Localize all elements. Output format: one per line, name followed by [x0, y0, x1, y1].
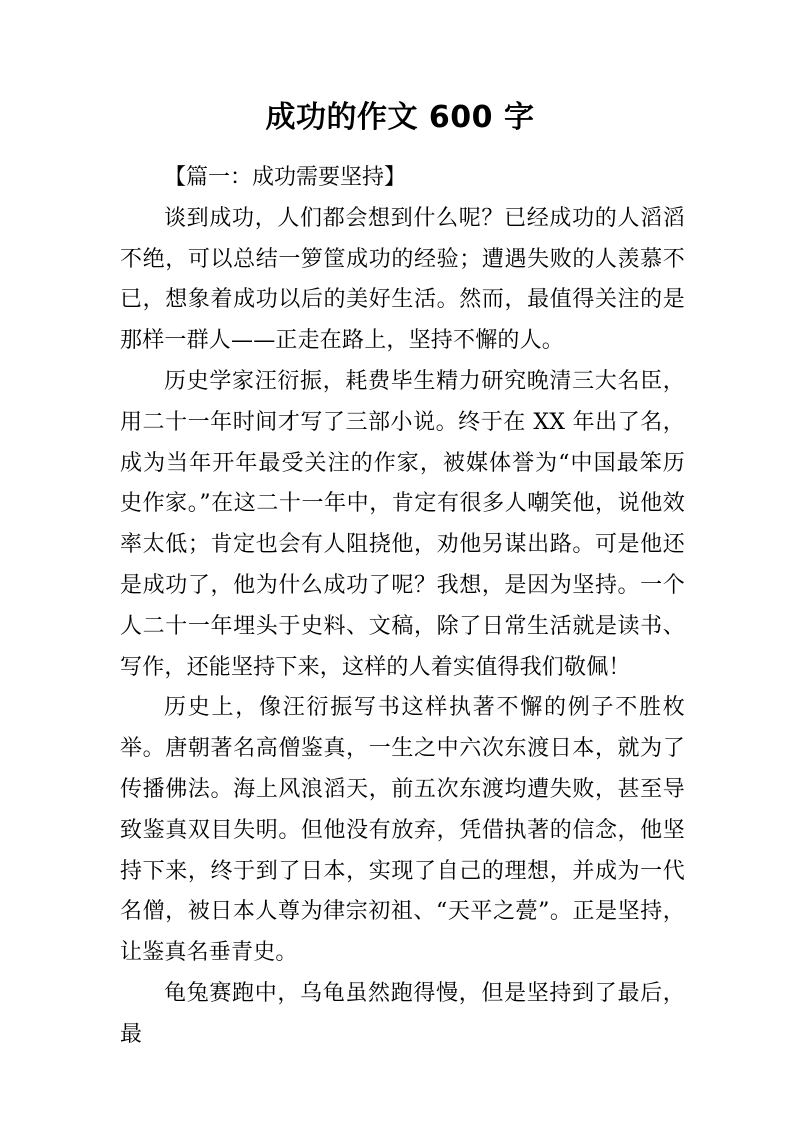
section-heading: 【篇一：成功需要坚持】 [164, 165, 407, 190]
article-body [120, 158, 685, 1056]
paragraph-tortoise-hare: 龟兔赛跑中，乌龟虽然跑得慢，但是坚持到了最后，最 [120, 980, 685, 1047]
page-title: 成功的作文 600 字 [265, 100, 535, 135]
paragraph-wang-yanzhen: 历史学家汪衍振，耗费毕生精力研究晚清三大名臣，用二十一年时间才写了三部小说。终于在 XX 年出了名，成为当年开年最受关注的作家，被媒体誉为“中国最笨历史作家。”在这二十一年中，肯定有很多人嘲笑他，说他效率太低；肯定也会有人阻挠他，劝他另谋出路。可是他还是成功了，他为什么成功了呢？我想，是因为坚持。一个人二十一年埋头于史料、文稿，除了日常生活就是读书、写作，还能坚持下来，这样的人着实值得我们敬佩！ [120, 368, 685, 680]
paragraph-intro: 谈到成功，人们都会想到什么呢？已经成功的人滔滔不绝，可以总结一箩筐成功的经验；遭遇失败的人羡慕不已，想象着成功以后的美好生活。然而，最值得关注的是那样一群人——正走在路上，坚持不懈的人。 [120, 205, 685, 354]
paragraph-jianzhen: 历史上，像汪衍振写书这样执著不懈的例子不胜枚举。唐朝著名高僧鉴真，一生之中六次东渡日本，就为了传播佛法。海上风浪滔天，前五次东渡均遭失败，甚至导致鉴真双目失明。但他没有放弃，凭借执著的信念，他坚持下来，终于到了日本，实现了自己的理想，并成为一代名僧，被日本人尊为律宗初祖、“天平之甍”。正是坚持，让鉴真名垂青史。 [120, 695, 685, 966]
